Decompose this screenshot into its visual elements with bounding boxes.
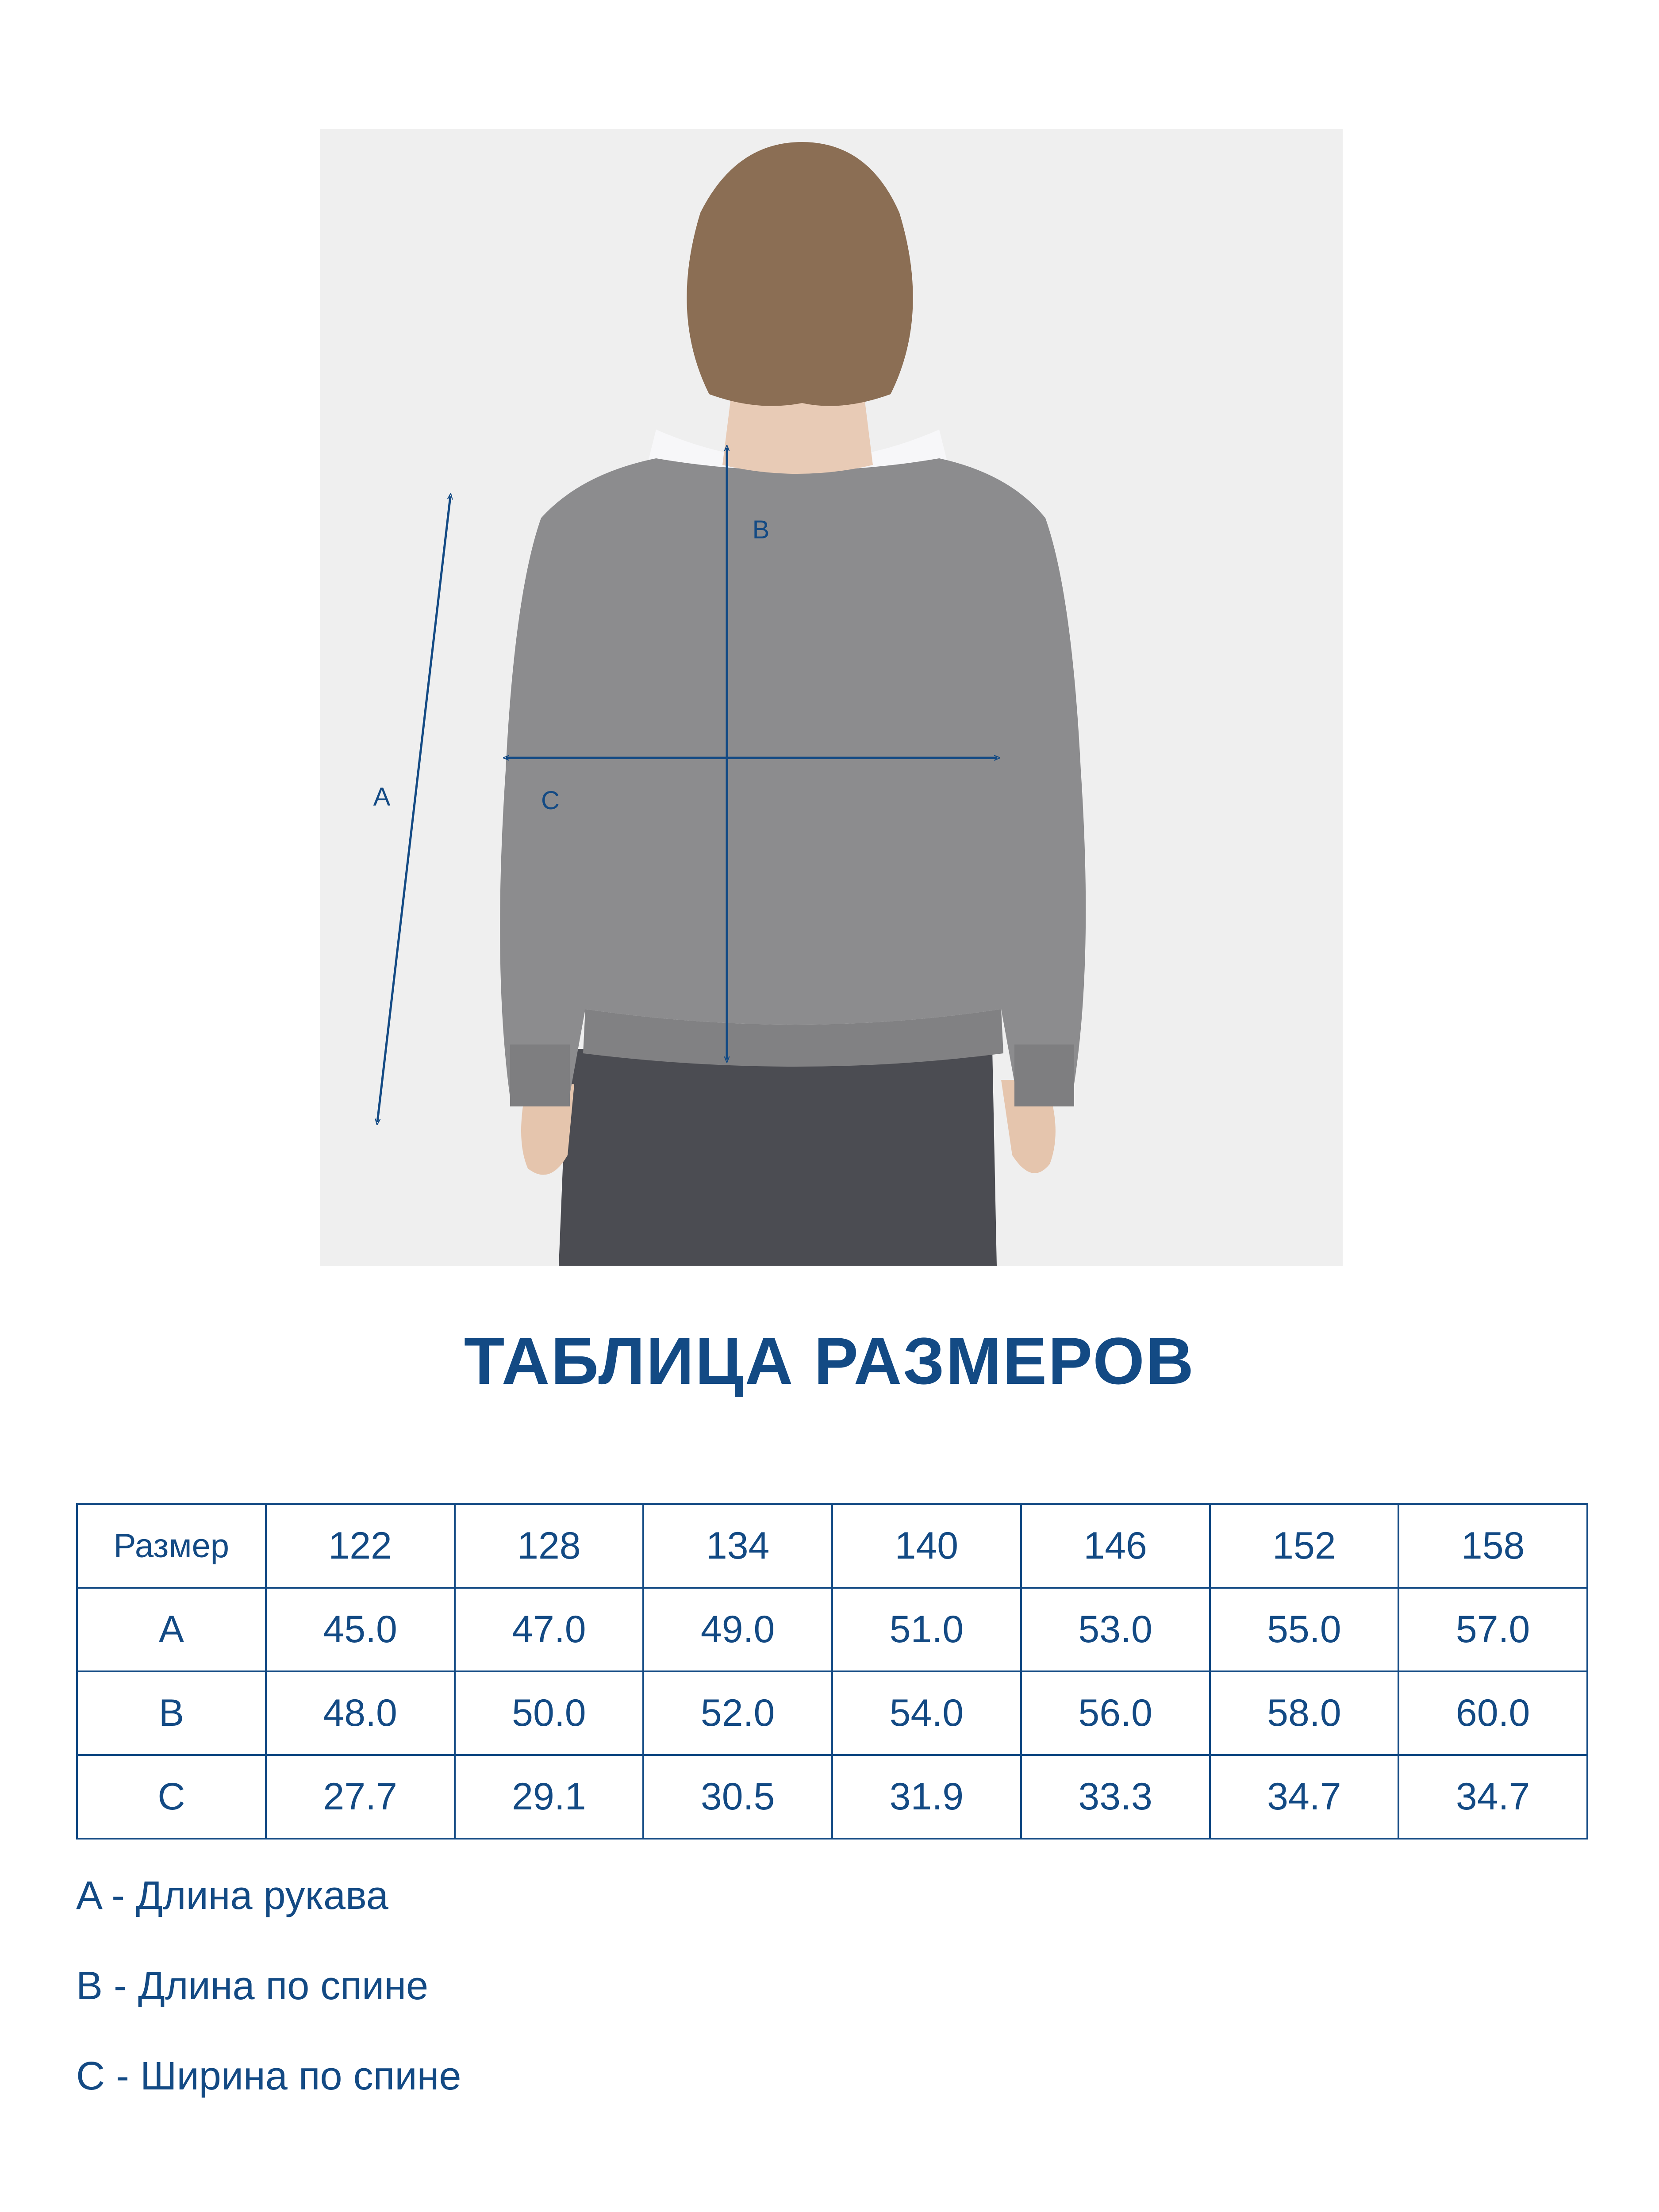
legend-item-b: B - Длина по спине <box>76 1964 429 2008</box>
right-cuff-shape <box>1014 1045 1074 1106</box>
header-cell: 122 <box>266 1504 455 1588</box>
header-cell: 152 <box>1210 1504 1399 1588</box>
hair-shape <box>687 142 913 406</box>
sweater-shape <box>500 458 1086 1106</box>
model-back-view-illustration <box>320 129 1343 1266</box>
table-cell: 31.9 <box>832 1755 1021 1839</box>
size-table <box>76 1503 1588 1839</box>
table-cell: 54.0 <box>832 1671 1021 1755</box>
header-cell: 158 <box>1398 1504 1587 1588</box>
table-cell: 57.0 <box>1398 1588 1587 1671</box>
row-label-cell: A <box>77 1588 266 1671</box>
table-cell: 52.0 <box>643 1671 832 1755</box>
table-cell: 34.7 <box>1210 1755 1399 1839</box>
trousers-shape <box>559 1049 997 1266</box>
measure-c-label: C <box>541 786 560 815</box>
table-cell: 33.3 <box>1021 1755 1210 1839</box>
legend-item-a: A - Длина рукава <box>76 1874 388 1918</box>
table-cell: 51.0 <box>832 1588 1021 1671</box>
table-header-row <box>77 1504 1587 1588</box>
table-cell: 49.0 <box>643 1588 832 1671</box>
header-cell: 146 <box>1021 1504 1210 1588</box>
table-cell: 50.0 <box>455 1671 644 1755</box>
table-cell: 60.0 <box>1398 1671 1587 1755</box>
table-cell: 48.0 <box>266 1671 455 1755</box>
row-label-cell: B <box>77 1671 266 1755</box>
table-row <box>77 1671 1587 1755</box>
table-cell: 55.0 <box>1210 1588 1399 1671</box>
legend-item-c: C - Ширина по спине <box>76 2054 461 2098</box>
table-cell: 53.0 <box>1021 1588 1210 1671</box>
table-cell: 56.0 <box>1021 1671 1210 1755</box>
table-cell: 29.1 <box>455 1755 644 1839</box>
row-label-cell: C <box>77 1755 266 1839</box>
header-cell: 134 <box>643 1504 832 1588</box>
page-title: ТАБЛИЦА РАЗМЕРОВ <box>464 1324 1195 1398</box>
left-cuff-shape <box>510 1045 570 1106</box>
table-cell: 27.7 <box>266 1755 455 1839</box>
measure-a-label: A <box>373 783 391 811</box>
table-cell: 58.0 <box>1210 1671 1399 1755</box>
measure-b-label: B <box>752 515 770 544</box>
table-cell: 47.0 <box>455 1588 644 1671</box>
product-photo <box>320 129 1343 1266</box>
table-row <box>77 1755 1587 1839</box>
header-cell: Размер <box>77 1504 266 1588</box>
measurement-legend <box>76 1871 461 2142</box>
neck-shape <box>722 394 873 474</box>
table-cell: 30.5 <box>643 1755 832 1839</box>
table-cell: 45.0 <box>266 1588 455 1671</box>
table-row <box>77 1588 1587 1671</box>
header-cell: 128 <box>455 1504 644 1588</box>
header-cell: 140 <box>832 1504 1021 1588</box>
table-cell: 34.7 <box>1398 1755 1587 1839</box>
